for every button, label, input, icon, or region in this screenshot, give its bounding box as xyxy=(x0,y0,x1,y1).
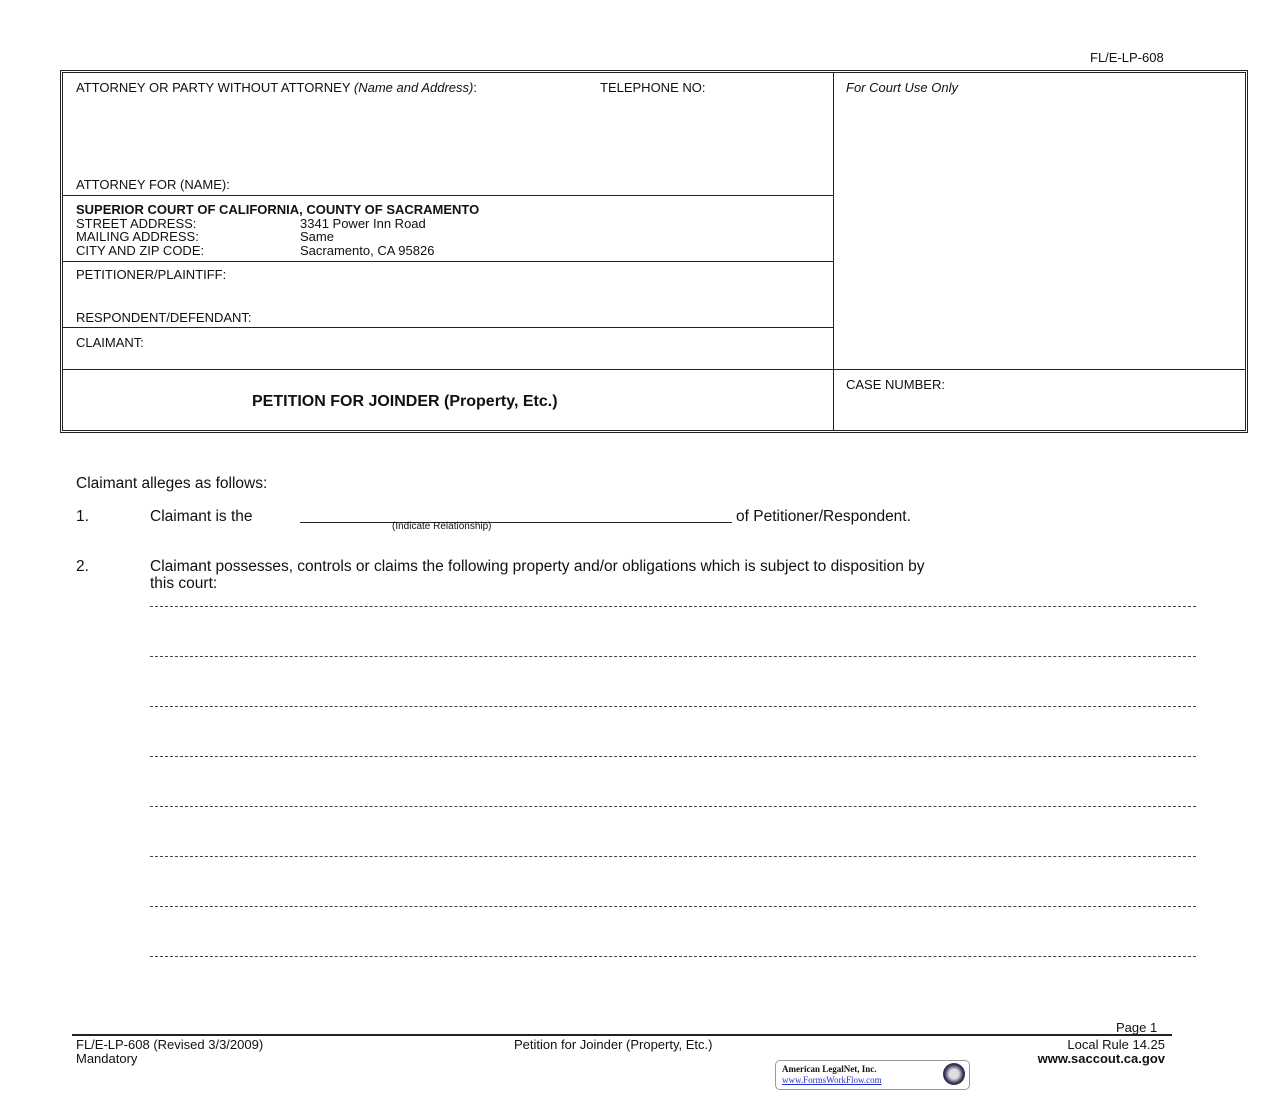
telephone-label: TELEPHONE NO: xyxy=(600,80,706,95)
claimant-label: CLAIMANT: xyxy=(76,335,144,350)
item1-text: Claimant is the xyxy=(150,508,253,525)
caption-box xyxy=(60,70,1248,433)
intro-text: Claimant alleges as follows: xyxy=(76,475,268,492)
respondent-label: RESPONDENT/DEFENDANT: xyxy=(76,310,252,325)
globe-icon xyxy=(943,1063,965,1085)
item1-text-end: of Petitioner/Respondent. xyxy=(736,508,911,525)
petitioner-label: PETITIONER/PLAINTIFF: xyxy=(76,267,227,282)
item-number: 2. xyxy=(76,558,89,575)
relationship-hint: (Indicate Relationship) xyxy=(392,521,492,532)
item-number: 1. xyxy=(76,508,89,525)
case-number-label: CASE NUMBER: xyxy=(846,377,945,392)
form-revision: FL/E-LP-608 (Revised 3/3/2009) xyxy=(76,1037,264,1052)
city-value: Sacramento, CA 95826 xyxy=(300,243,435,258)
page-number: Page 1 xyxy=(1116,1020,1158,1035)
property-line[interactable] xyxy=(150,956,1196,957)
footer-rule xyxy=(72,1034,1172,1036)
mailing-value: Same xyxy=(300,229,334,244)
item2-text: Claimant possesses, controls or claims the following property and/or obligations which is subject to disposition by xyxy=(150,558,925,575)
property-line[interactable] xyxy=(150,756,1196,757)
attorney-label: ATTORNEY OR PARTY WITHOUT ATTORNEY (Name and Address): xyxy=(76,80,477,95)
legalnet-logo[interactable] xyxy=(775,1060,970,1090)
street-label: STREET ADDRESS: xyxy=(76,216,197,231)
property-line[interactable] xyxy=(150,706,1196,707)
divider xyxy=(63,195,833,196)
attorney-for-label: ATTORNEY FOR (NAME): xyxy=(76,177,230,192)
divider xyxy=(833,72,834,430)
local-rule: Local Rule 14.25 xyxy=(1067,1037,1165,1052)
divider xyxy=(63,327,833,328)
mailing-label: MAILING ADDRESS: xyxy=(76,229,199,244)
property-line[interactable] xyxy=(150,906,1196,907)
property-line[interactable] xyxy=(150,856,1196,857)
divider xyxy=(63,369,1245,370)
logo-url[interactable]: www.FormsWorkFlow.com xyxy=(782,1075,882,1085)
property-line[interactable] xyxy=(150,806,1196,807)
form-id: FL/E-LP-608 xyxy=(1090,50,1164,65)
city-label: CITY AND ZIP CODE: xyxy=(76,243,205,258)
court-name: SUPERIOR COURT OF CALIFORNIA, COUNTY OF SACRAMENTO xyxy=(76,202,480,217)
divider xyxy=(63,261,833,262)
logo-name: American LegalNet, Inc. xyxy=(782,1064,877,1074)
item2-text-cont: this court: xyxy=(150,575,218,592)
mandatory-label: Mandatory xyxy=(76,1051,138,1066)
property-line[interactable] xyxy=(150,656,1196,657)
court-use-label: For Court Use Only xyxy=(846,80,958,95)
property-line[interactable] xyxy=(150,606,1196,607)
website[interactable]: www.saccout.ca.gov xyxy=(1037,1051,1165,1066)
relationship-field[interactable] xyxy=(300,522,732,523)
footer-title: Petition for Joinder (Property, Etc.) xyxy=(514,1037,713,1052)
street-value: 3341 Power Inn Road xyxy=(300,216,426,231)
form-title: PETITION FOR JOINDER (Property, Etc.) xyxy=(252,393,558,410)
